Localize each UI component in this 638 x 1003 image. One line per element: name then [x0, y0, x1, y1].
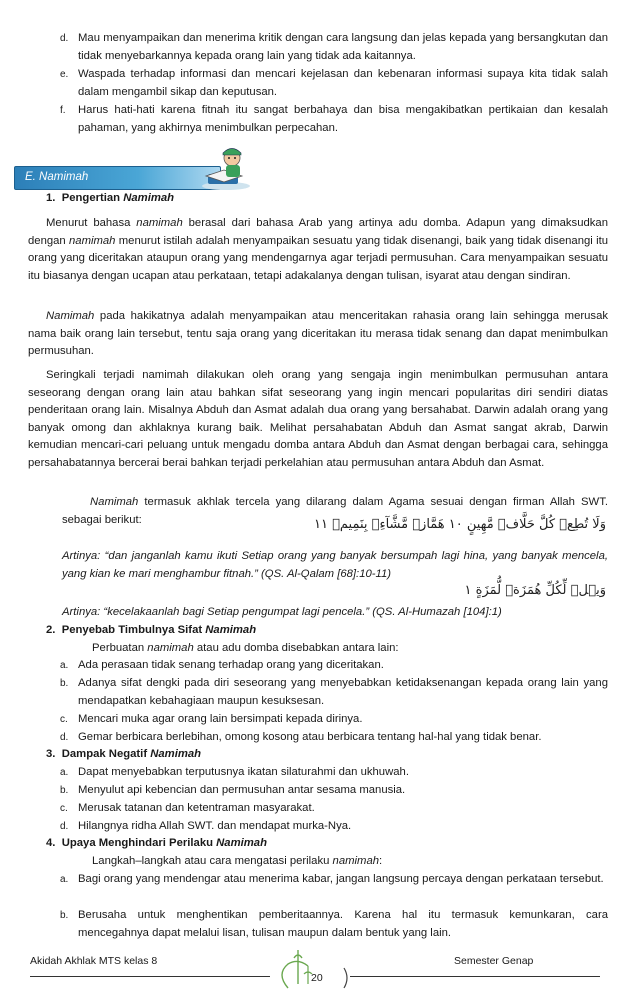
footer-course: Akidah Akhlak MTS kelas 8	[30, 955, 158, 967]
list-item-text: Adanya sifat dengki pada diri seseorang yang menyebabkan ketidaksenangan kepada orang lain yang mendapatkan kebahagiaan maupun kesuksesan.	[78, 677, 608, 707]
italic-term: namimah	[69, 234, 116, 247]
reading-student-illustration	[196, 140, 260, 192]
subsection-heading	[46, 746, 201, 764]
list-item	[60, 657, 608, 675]
text-run: pada hakikatnya adalah menyampaikan atau menceritakan rahasia orang lain sehingga merusak nama baik orang lain tersebut, tentu saja orang yang diceritakan itu merasa tidak senang dan dapat menimbulkan permusuhan.	[28, 310, 608, 358]
list-item-text: Menyulut api kebencian dan permusuhan antar sesama manusia.	[78, 784, 406, 796]
text-run: Langkah–langkah atau cara mengatasi perilaku	[92, 855, 333, 867]
heading-number: 1.	[46, 192, 56, 204]
text-run: termasuk akhlak tercela yang dilarang dalam Agama sesuai dengan firman Allah SWT. sebagai berikut:	[62, 496, 608, 526]
list-item	[60, 871, 608, 889]
list-item-text: Merusak tatanan dan ketentraman masyarakat.	[78, 802, 315, 814]
footer-semester: Semester Genap	[454, 955, 534, 967]
quran-verse-humazah: وَيۡلٞ لِّكُلِّ هُمَزَةٖ لُّمَزَةٍ ١	[464, 583, 606, 598]
page-number: 20	[311, 972, 323, 984]
subsection-intro	[92, 853, 382, 871]
heading-label: Dampak Negatif	[61, 748, 148, 760]
list-marker: c.	[60, 803, 68, 814]
list-item	[60, 711, 608, 729]
italic-term: namimah	[147, 642, 194, 654]
list-marker: e.	[60, 69, 69, 80]
list-item-text: Bagi orang yang mendengar atau menerima kabar, jangan langsung percaya dengan perkataan tersebut.	[78, 873, 604, 885]
subsection-intro	[92, 640, 399, 658]
list-marker: a.	[60, 767, 69, 778]
list-item	[60, 30, 608, 65]
italic-term: namimah	[332, 855, 380, 867]
list-item	[60, 907, 608, 942]
heading-number: 2.	[46, 624, 56, 636]
list-marker: d.	[60, 33, 69, 44]
list-item-text: Hilangnya ridha Allah SWT. dan mendapat murka-Nya.	[78, 820, 352, 832]
list-item-text: Gemar berbicara berlebihan, omong kosong atau berbicara tentang hal-hal yang tidak benar.	[78, 731, 542, 743]
paragraph-definition	[28, 215, 608, 285]
italic-term: Namimah	[46, 310, 95, 322]
list-marker: d.	[60, 732, 69, 743]
list-item-text: Ada perasaan tidak senang terhadap orang yang diceritakan.	[78, 659, 384, 671]
list-item	[60, 782, 608, 800]
footer-divider-left	[30, 976, 270, 977]
list-item-text: Mencari muka agar orang lain bersimpati kepada dirinya.	[78, 713, 363, 725]
list-item	[60, 675, 608, 710]
list-marker: a.	[60, 874, 69, 885]
heading-italic-term: Namimah	[123, 192, 175, 204]
list-item	[60, 818, 608, 836]
list-marker: b.	[60, 785, 69, 796]
list-marker: b.	[60, 910, 69, 921]
text-run: atau adu domba disebabkan antara lain:	[193, 642, 399, 654]
list-item-text: Waspada terhadap informasi dan mencari kejelasan dan kebenaran informasi supaya kita tidak salah dalam mengambil sikap dan keputusan.	[78, 68, 608, 98]
section-title: E. Namimah	[25, 171, 89, 183]
section-banner	[14, 166, 221, 190]
list-item	[60, 102, 608, 137]
text-run: :	[379, 855, 383, 867]
text-run: menurut istilah adalah menyampaikan sesuatu yang tidak disenangi, baik yang tidak disenangi itu orang yang diceritakan ataupun orang yang mendengarnya agar terjadi permusuhan. Cara menyampaikan sesuatu itu biasanya dengan ucapan atau perkataan, tetapi adakalanya dengan tulisan, isyarat atau dengan sindiran.	[28, 234, 608, 282]
heading-label: Penyebab Timbulnya Sifat	[61, 624, 203, 636]
list-marker: c.	[60, 714, 68, 725]
text-run: Perbuatan	[92, 642, 148, 654]
verse-translation-qalam: Artinya: “dan janganlah kamu ikuti Setiap orang yang banyak bersumpah lagi hina, yang banyak mencela, yang kian ke mari menghambur fitnah.” (QS. Al-Qalam [68]:10-11)	[62, 550, 608, 580]
list-item	[60, 66, 608, 101]
heading-number: 3.	[46, 748, 56, 760]
list-marker: d.	[60, 821, 69, 832]
list-item-text: Berusaha untuk menghentikan pemberitaannya. Karena hal itu termasuk kemunkaran, cara mencegahnya dapat melalui lisan, tulisan maupun dalam bentuk yang lain.	[78, 909, 608, 939]
text-run: berasal dari bahasa Arab yang artinya adu domba. Adapun yang dimaksudkan dengan	[28, 217, 608, 247]
subsection-heading	[46, 190, 174, 208]
heading-italic-term: Namimah	[216, 837, 267, 849]
list-item	[60, 764, 608, 782]
list-marker: b.	[60, 678, 69, 689]
italic-term: namimah	[136, 217, 183, 229]
list-item-text: Dapat menyebabkan terputusnya ikatan silaturahmi dan ukhuwah.	[78, 766, 409, 778]
heading-label: Upaya Menghindari Perilaku	[61, 837, 213, 849]
list-item-text: Mau menyampaikan dan menerima kritik dengan cara langsung dan jelas kepada yang bersangkutan dan tidak menyebarkannya kepada orang lain yang tidak ada kaitannya.	[78, 32, 608, 62]
footer-divider-right	[350, 976, 600, 977]
heading-label: Pengertian	[61, 192, 121, 204]
list-item-text: Harus hati-hati karena fitnah itu sangat berbahaya dan bisa mengakibatkan pertikaian dan kesalah pahaman, yang akhirnya menimbulkan perpecahan.	[78, 104, 608, 134]
list-item	[60, 729, 608, 747]
paragraph-essence	[28, 308, 608, 361]
text-run: Menurut bahasa	[46, 217, 137, 229]
heading-number: 4.	[46, 837, 56, 849]
paragraph-example: Seringkali terjadi namimah dilakukan oleh orang yang sengaja ingin menimbulkan permusuhan antara seseorang dengan orang lain atau bahkan sifat seseorang yang ingin mencari popularitas diri sendiri diatas penderitaan orang lain. Misalnya Abduh dan Asmat adalah dua orang yang bersahabat. Darwin adalah orang yang banyak omong dan akhlaknya kurang baik. Melihat persahabatan Abduh dan Asmat sangat akrab, Darwin kemudian mencari-cari peluang untuk mengadu domba antara Abduh dan Asmat dengan berbagai cara, sehingga persahabatannya bercerai berai bahkan terjadi perkelahian atau permusuhan antara Abduh dan Asmat.	[28, 369, 608, 469]
italic-term: Namimah	[90, 496, 139, 508]
verse-translation-humazah: Artinya: “kecelakaanlah bagi Setiap pengumpat lagi pencela.” (QS. Al-Humazah [104]:1)	[62, 606, 502, 618]
list-item	[60, 800, 608, 818]
subsection-heading	[46, 835, 267, 853]
subsection-heading	[46, 622, 256, 640]
heading-italic-term: Namimah	[205, 624, 257, 636]
quran-verse-qalam: وَلَا تُطِعۡ كُلَّ حَلَّافٖ مَّهِينٍ ١٠ هَمَّازٖ مَّشَّآءِۢ بِنَمِيمٖ ١١	[314, 517, 606, 532]
list-marker: f.	[60, 105, 66, 116]
heading-italic-term: Namimah	[150, 748, 202, 760]
list-marker: a.	[60, 660, 69, 671]
